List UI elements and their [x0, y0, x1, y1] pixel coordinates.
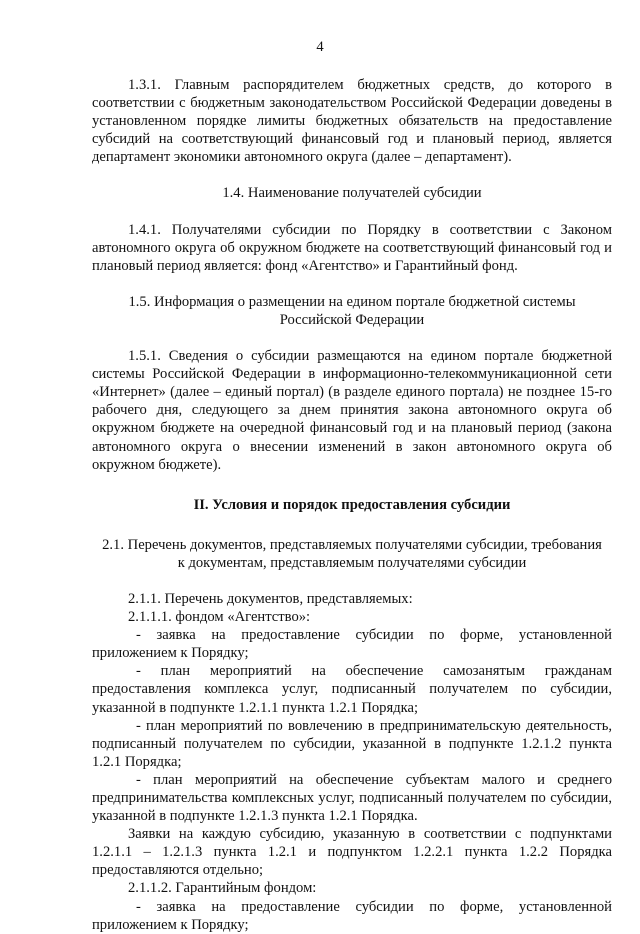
paragraph-applications-separately: Заявки на каждую субсидию, указанную в соответствии с подпунктами 1.2.1.1 – 1.2.1.3 пункта 1.2.1 и подпунктом 1.2.2.1 пункта 1.2.2 Порядка предоставляются отдельно;: [92, 826, 612, 879]
list-item-plan-self-employed: - план мероприятий на обеспечение самозанятым гражданам предоставления комплекса услуг, подписанный получателем по субсидии, указанной в подпункте 1.2.1.1 пункта 1.2.1 Порядка;: [92, 663, 612, 716]
page-content: [92, 76, 612, 934]
paragraph-1-5-1: 1.5.1. Сведения о субсидии размещаются на едином портале бюджетной системы Российской Федерации в информационно-телекоммуникационной сети «Интернет» (далее – единый портал) (в разделе единого портала) не позднее 15-го рабочего дня, следующего за днем принятия закона автономного округа об окружном бюджете на очередной финансовый год и на плановый период (закона автономного округа о внесении изменений в закон автономного округа об окружном бюджете).: [92, 348, 612, 473]
paragraph-2-1-1-2: 2.1.1.2. Гарантийным фондом:: [128, 880, 317, 897]
heading-1-4: 1.4. Наименование получателей субсидии: [222, 185, 482, 202]
list-item-application-guarantee-fund: - заявка на предоставление субсидии по форме, установленной приложением к Порядку;: [92, 898, 612, 933]
heading-2-1-line2: к документам, представляемым получателями субсидии: [177, 554, 527, 571]
heading-2-1-line1: 2.1. Перечень документов, представляемых получателями субсидии, требования: [102, 536, 602, 553]
list-item-plan-sme: - план мероприятий на обеспечение субъектам малого и среднего предпринимательства комплексных услуг, подписанный получателем по субсидии, указанной в подпункте 1.2.1.3 пункта 1.2.1 Порядка.: [92, 771, 612, 825]
heading-section-2: II. Условия и порядок предоставления субсидии: [193, 496, 511, 513]
page-number: 4: [316, 39, 324, 55]
paragraph-1-3-1: 1.3.1. Главным распорядителем бюджетных средств, до которого в соответствии с бюджетным законодательством Российской Федерации доведены в установленном порядке лимиты бюджетных обязательств на предоставление субсидий на соответствующий финансовый год и плановый период, является департамент экономики автономного округа (далее – департамент).: [92, 77, 612, 166]
paragraph-1-4-1: 1.4.1. Получателями субсидии по Порядку в соответствии с Законом автономного округа об окружном бюджете на соответствующий финансовый год и плановый период является: фонд «Агентство» и Гарантийный фонд.: [92, 221, 612, 274]
heading-1-5-line2: Российской Федерации: [279, 311, 425, 328]
paragraph-2-1-1-1: 2.1.1.1. фондом «Агентство»:: [128, 609, 311, 626]
list-item-application: - заявка на предоставление субсидии по форме, установленной приложением к Порядку;: [92, 627, 612, 662]
heading-1-5-line1: 1.5. Информация о размещении на едином портале бюджетной системы: [128, 293, 576, 310]
paragraph-2-1-1: 2.1.1. Перечень документов, представляемых:: [128, 590, 413, 607]
list-item-plan-entrepreneurship: - план мероприятий по вовлечению в предпринимательскую деятельность, подписанный получателем по субсидии, указанной в подпункте 1.2.1.2 пункта 1.2.1 Порядка;: [92, 717, 612, 770]
